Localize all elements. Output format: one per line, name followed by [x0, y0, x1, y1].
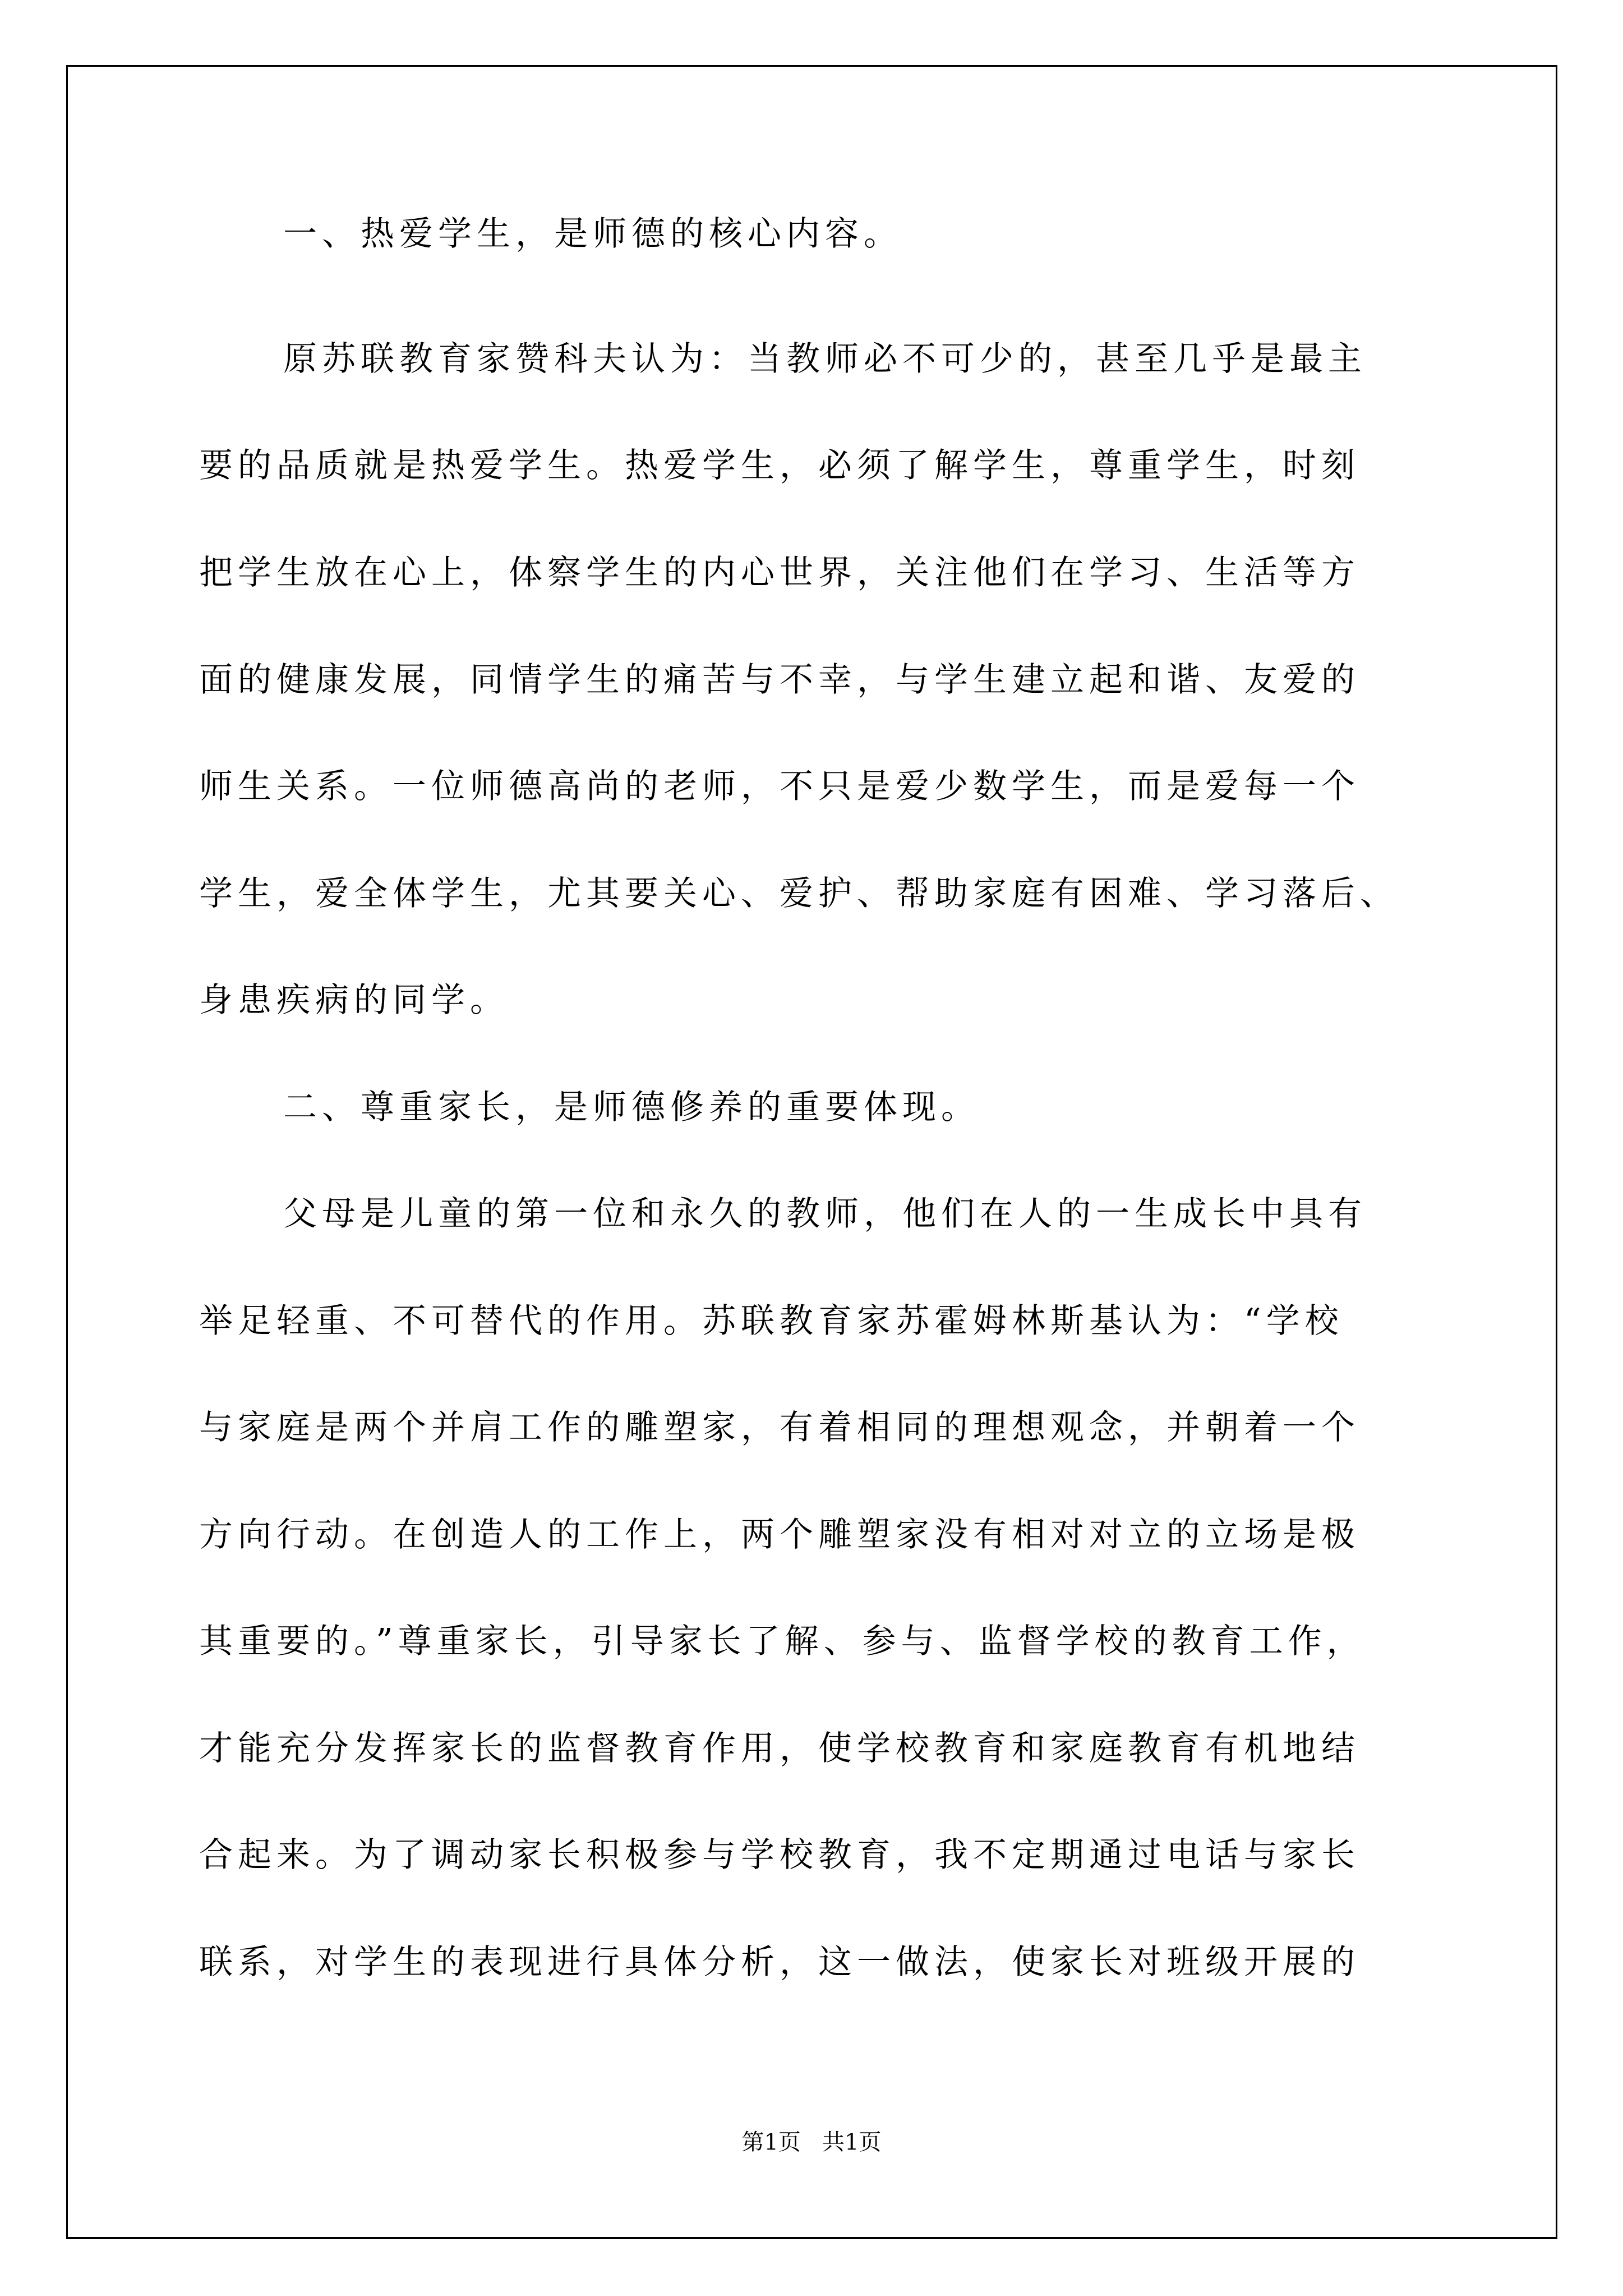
paragraph-line: 与家庭是两个并肩工作的雕塑家，有着相同的理想观念，并朝着一个: [199, 1408, 1360, 1447]
paragraph-line: 师生关系。一位师德高尚的老师，不只是爱少数学生，而是爱每一个: [199, 767, 1360, 806]
paragraph-line: 方向行动。在创造人的工作上，两个雕塑家没有相对对立的立场是极: [199, 1515, 1360, 1554]
heading-love-students: 一、热爱学生，是师德的核心内容。: [283, 214, 902, 254]
page-border: [66, 65, 1557, 2239]
paragraph-line: 面的健康发展，同情学生的痛苦与不幸，与学生建立起和谐、友爱的: [199, 660, 1360, 700]
paragraph-line: 联系，对学生的表现进行具体分析，这一做法，使家长对班级开展的: [199, 1943, 1360, 1982]
paragraph-line: 父母是儿童的第一位和永久的教师，他们在人的一生成长中具有: [283, 1194, 1367, 1234]
paragraph-line: 原苏联教育家赞科夫认为：当教师必不可少的，甚至几乎是最主: [283, 339, 1367, 379]
page-number-footer: 第1页 共1页: [741, 2129, 882, 2155]
paragraph-line: 把学生放在心上，体察学生的内心世界，关注他们在学习、生活等方: [199, 553, 1360, 592]
paragraph-line: 其重要的。”尊重家长，引导家长了解、参与、监督学校的教育工作，: [199, 1622, 1366, 1661]
paragraph-line: 合起来。为了调动家长积极参与学校教育，我不定期通过电话与家长: [199, 1835, 1360, 1875]
paragraph-line: 身患疾病的同学。: [199, 981, 509, 1020]
paragraph-line: 学生，爱全体学生，尤其要关心、爱护、帮助家庭有困难、学习落后、: [199, 874, 1399, 913]
paragraph-line: 才能充分发挥家长的监督教育作用，使学校教育和家庭教育有机地结: [199, 1729, 1360, 1768]
heading-respect-parents: 二、尊重家长，是师德修养的重要体现。: [283, 1088, 980, 1127]
paragraph-line: 要的品质就是热爱学生。热爱学生，必须了解学生，尊重学生，时刻: [199, 446, 1360, 485]
paragraph-line: 举足轻重、不可替代的作用。苏联教育家苏霍姆林斯基认为：“学校: [199, 1301, 1344, 1341]
